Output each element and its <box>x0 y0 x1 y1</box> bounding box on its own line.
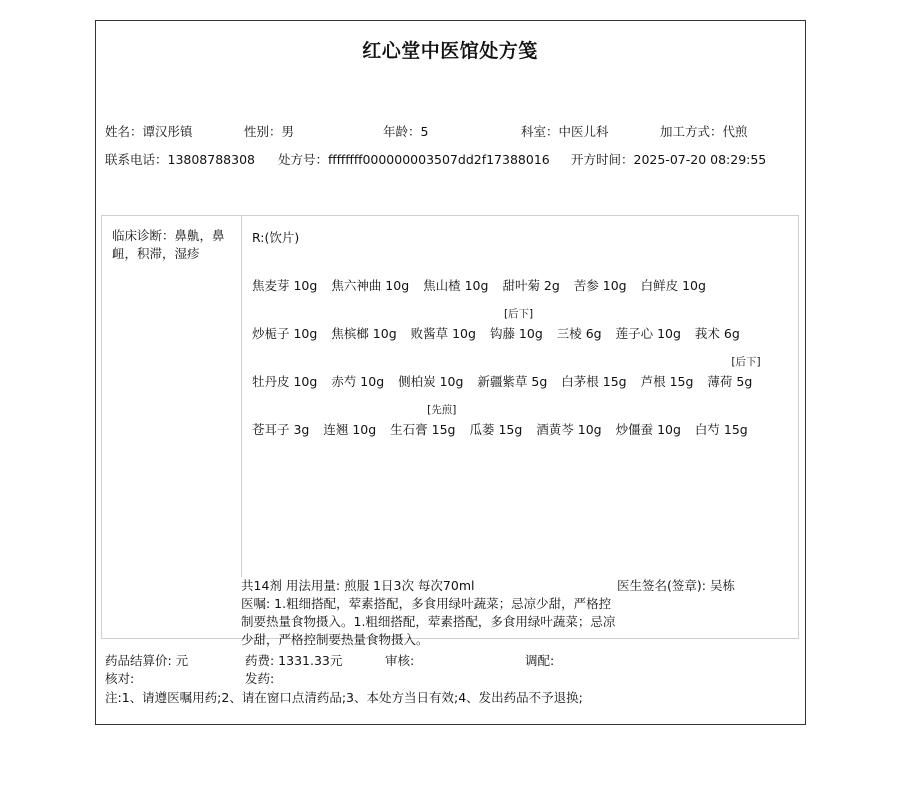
herb-item: 芦根 15g <box>640 374 694 389</box>
herb-item: 侧柏炭 10g <box>398 374 464 389</box>
herb-item: 苍耳子 3g <box>252 422 310 437</box>
herb-item: [后下] 钩藤 10g <box>489 308 543 341</box>
herb-item: 连翘 10g <box>323 422 377 437</box>
patient-name: 姓名：谭汉彤镇 <box>105 124 193 139</box>
herb-item: 三棱 6g <box>556 326 602 341</box>
herb-item: 莪术 6g <box>694 326 740 341</box>
herb-item: 新疆紫草 5g <box>477 374 548 389</box>
issue-label: 发药: <box>245 671 275 686</box>
drug-fee: 药费: 1331.33元 <box>245 653 343 668</box>
herb-item: 牡丹皮 10g <box>252 374 318 389</box>
footer-note: 注:1、请遵医嘱用药;2、请在窗口点清药品;3、本处方当日有效;4、发出药品不予退换; <box>105 690 583 705</box>
patient-gender: 性别：男 <box>244 124 295 139</box>
herb-item: 酒黄芩 10g <box>536 422 602 437</box>
prescription-number: 处方号：ffffffff000000003507dd2f17388016 <box>278 152 550 167</box>
patient-age: 年龄：5 <box>383 124 429 139</box>
herb-item: 焦山楂 10g <box>423 278 489 293</box>
contact-phone: 联系电话：13808788308 <box>105 152 255 167</box>
processing-method: 加工方式：代煎 <box>660 124 748 139</box>
settlement-price: 药品结算价: 元 <box>105 653 189 668</box>
herb-item: 白鲜皮 10g <box>640 278 706 293</box>
column-divider <box>241 215 242 577</box>
page-title: 红心堂中医馆处方笺 <box>362 40 538 62</box>
herb-row <box>252 356 761 390</box>
herb-item: 瓜蒌 15g <box>469 422 523 437</box>
herb-item: 莲子心 10g <box>615 326 681 341</box>
herb-note: [后下] <box>503 308 534 320</box>
herb-item: 白茅根 15g <box>561 374 627 389</box>
herb-row <box>252 404 748 438</box>
herb-item: 白芍 15g <box>694 422 748 437</box>
prescription-time: 开方时间：2025-07-20 08:29:55 <box>571 152 767 167</box>
herb-item: 焦槟榔 10g <box>331 326 397 341</box>
herb-item: [后下] 薄荷 5g <box>707 356 761 389</box>
herb-item: 焦麦芽 10g <box>252 278 318 293</box>
department: 科室：中医儿科 <box>521 124 609 139</box>
herb-item: 焦六神曲 10g <box>331 278 410 293</box>
herb-note: [先煎] <box>427 404 457 416</box>
herb-row <box>252 276 706 294</box>
herb-item: [先煎] 生石膏 15g <box>390 404 457 437</box>
dispense-label: 调配: <box>525 653 555 668</box>
herb-item: 苦参 10g <box>573 278 627 293</box>
herb-item: 炒僵蚕 10g <box>615 422 681 437</box>
herb-item: 败酱草 10g <box>410 326 476 341</box>
herb-item: 炒栀子 10g <box>252 326 318 341</box>
review-label: 审核: <box>385 653 415 668</box>
herb-item: 赤芍 10g <box>331 374 385 389</box>
usage-instructions: 共14剂 用法用量: 煎服 1日3次 每次70ml <box>241 578 475 593</box>
rx-header: R:(饮片) <box>252 230 300 245</box>
herb-item: 甜叶菊 2g <box>502 278 560 293</box>
herb-note: [后下] <box>731 356 761 368</box>
doctor-signature: 医生签名(签章): 吴栋 <box>617 578 735 593</box>
check-label: 核对: <box>105 671 135 686</box>
clinical-diagnosis: 临床诊断：鼻鼽，鼻衄，积滞，湿疹 <box>112 228 225 261</box>
herb-row <box>252 308 740 342</box>
medical-advice: 医嘱: 1.粗细搭配，荤素搭配，多食用绿叶蔬菜；忌凉少甜，严格控制要热量食物摄入。1.粗细搭配，荤素搭配，多食用绿叶蔬菜；忌凉少甜，严格控制要热量食物摄入。 <box>241 596 616 647</box>
